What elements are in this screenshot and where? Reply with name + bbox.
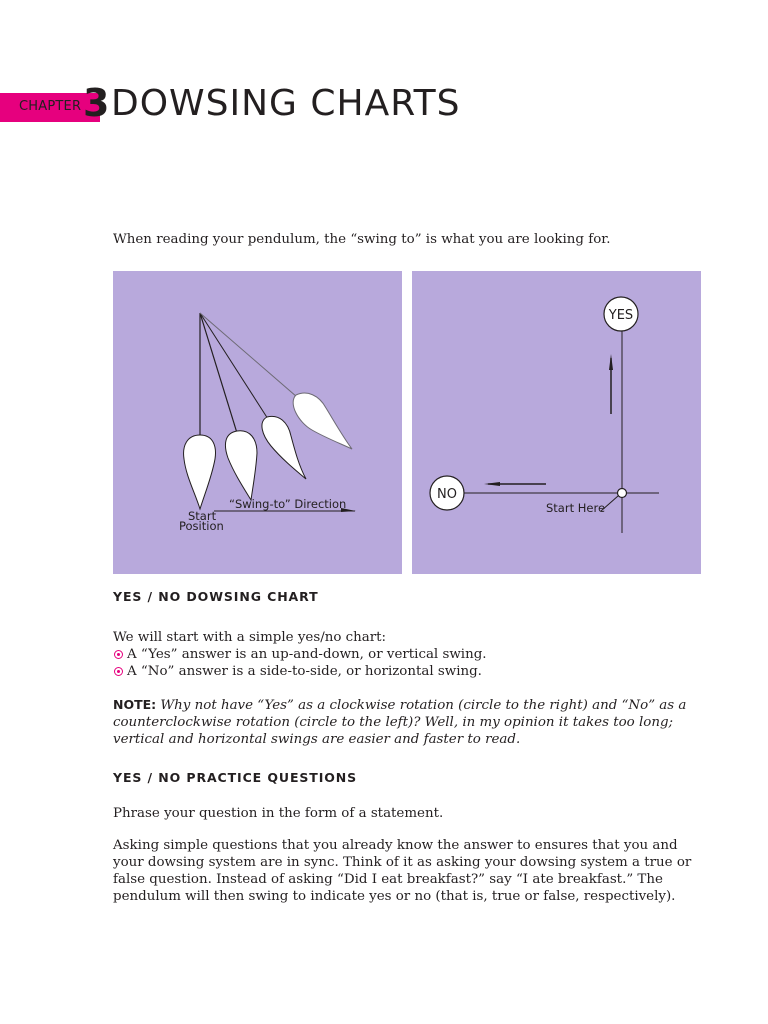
start-here-label: Start Here xyxy=(546,501,606,515)
note-label: NOTE: xyxy=(113,697,157,712)
page-title: DOWSING CHARTS xyxy=(111,83,461,124)
chapter-number: 3 xyxy=(83,81,110,125)
bullet-icon xyxy=(114,650,123,659)
pendulum-string-4 xyxy=(200,313,297,397)
up-arrowhead xyxy=(609,354,613,370)
pendulum-bob-3 xyxy=(262,416,306,479)
no-label: NO xyxy=(437,487,457,502)
start-label-line2: Position xyxy=(179,519,224,533)
bullet-icon xyxy=(114,667,123,676)
section-heading-yes-no-chart: YES / NO DOWSING CHART xyxy=(113,589,319,604)
chapter-label: CHAPTER xyxy=(19,99,82,114)
bullet-list xyxy=(113,646,487,680)
bullet-text: A “No” answer is a side-to-side, or horizontal swing. xyxy=(127,664,482,679)
pendulum-string-2 xyxy=(200,313,237,433)
note-paragraph xyxy=(113,696,703,748)
phrase-paragraph: Phrase your question in the form of a statement. xyxy=(113,806,444,821)
pendulum-bob-2 xyxy=(225,431,257,500)
swing-direction-label: “Swing-to” Direction xyxy=(229,497,347,511)
pendulum-swing-figure xyxy=(113,271,402,574)
yes-no-chart-figure xyxy=(412,271,701,574)
section-heading-practice-questions: YES / NO PRACTICE QUESTIONS xyxy=(113,770,358,785)
bullet-text: A “Yes” answer is an up-and-down, or vertical swing. xyxy=(127,647,487,662)
intro-paragraph: When reading your pendulum, the “swing to” is what you are looking for. xyxy=(113,232,611,247)
note-text: Why not have “Yes” as a clockwise rotation (circle to the right) and “No” as a counterclockwise rotation (circle to the left)? Well, in my opinion it takes too long; vertical and horizontal swings are easier and faster to read. xyxy=(113,698,687,747)
left-arrowhead xyxy=(484,482,500,486)
yes-label: YES xyxy=(608,308,634,323)
list-item xyxy=(113,646,487,663)
pendulum-swing-diagram xyxy=(113,271,402,574)
list-item xyxy=(113,663,487,680)
yes-no-chart-diagram xyxy=(412,271,701,574)
pendulum-string-3 xyxy=(200,313,268,419)
lead-paragraph: We will start with a simple yes/no chart: xyxy=(113,630,387,645)
pendulum-bob-1 xyxy=(184,435,216,509)
asking-paragraph: Asking simple questions that you already know the answer to ensures that you and your dowsing system are in sync. Think of it as asking your dowsing system a true or false question. Instead of asking “Did I eat breakfast?” say “I ate breakfast.” The pendulum will then swing to indicate yes or no (that is, true or false, respectively). xyxy=(113,838,692,904)
pendulum-bob-4 xyxy=(293,393,352,449)
start-point xyxy=(618,489,627,498)
start-label-line1: Start xyxy=(188,509,217,523)
